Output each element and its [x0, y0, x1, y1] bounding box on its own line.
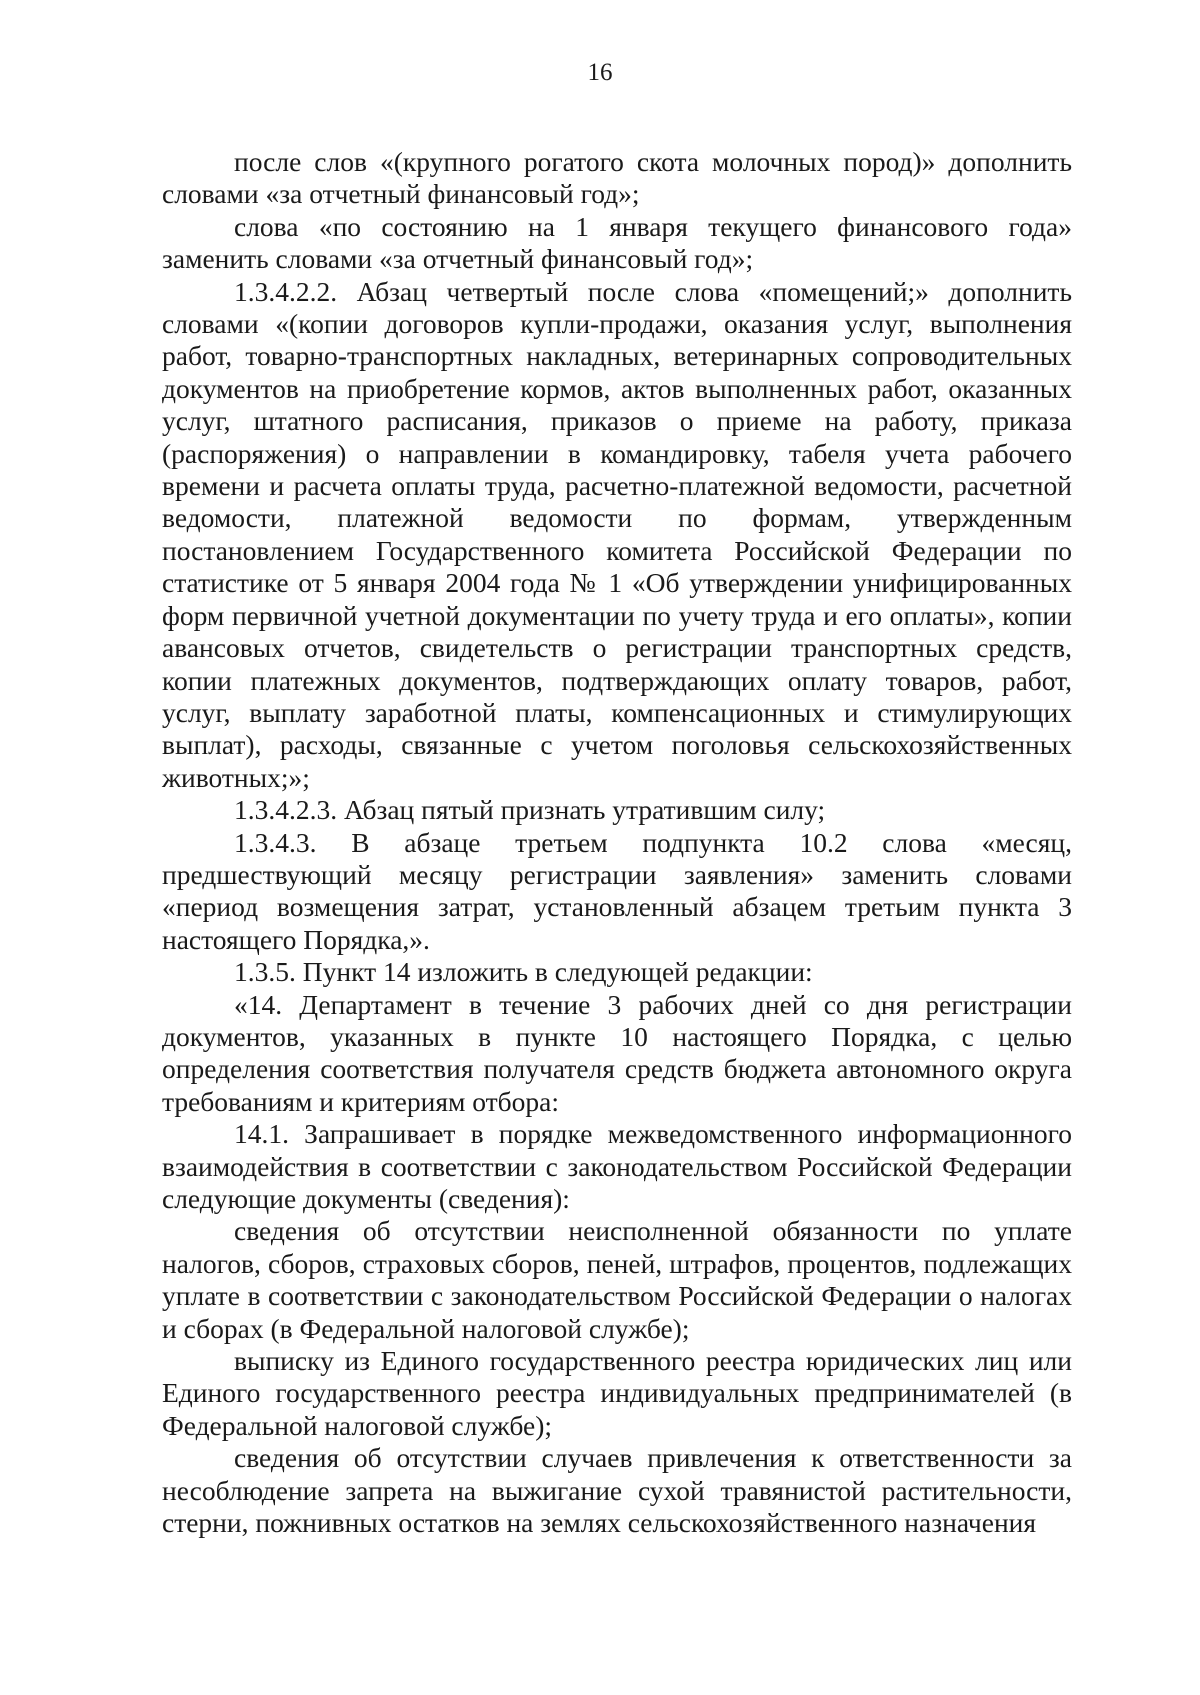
paragraph: сведения об отсутствии случаев привлечения к ответственности за несоблюдение запрета на выжигание сухой травянистой растительности, стерни, пожнивных остатков на землях сельскохозяйственного назначения: [162, 1442, 1072, 1539]
page-number: 16: [587, 59, 613, 86]
paragraph: 14.1. Запрашивает в порядке межведомственного информационного взаимодействия в соответствии с законодательством Российской Федерации следующие документы (сведения):: [162, 1118, 1072, 1214]
document-body: [162, 146, 1072, 1539]
paragraph: выписку из Единого государственного реестра юридических лиц или Единого государственного реестра индивидуальных предпринимателей (в Федеральной налоговой службе);: [162, 1345, 1072, 1441]
paragraph: 1.3.4.2.2. Абзац четвертый после слова «помещений;» дополнить словами «(копии договоров купли-продажи, оказания услуг, выполнения работ, товарно-транспортных накладных, ветеринарных сопроводительных документов на приобретение кормов, актов выполненных работ, оказанных услуг, штатного расписания, приказов о приеме на работу, приказа (распоряжения) о направлении в командировку, табеля учета рабочего времени и расчета оплаты труда, расчетно-платежной ведомости, расчетной ведомости, платежной ведомости по формам, утвержденным постановлением Государственного комитета Российской Федерации по статистике от 5 января 2004 года № 1 «Об утверждении унифицированных форм первичной учетной документации по учету труда и его оплаты», копии авансовых отчетов, свидетельств о регистрации транспортных средств, копии платежных документов, подтверждающих оплату товаров, работ, услуг, выплату заработной платы, компенсационных и стимулирующих выплат), расходы, связанные с учетом поголовья сельскохозяйственных животных;»;: [162, 275, 1072, 793]
paragraph: сведения об отсутствии неисполненной обязанности по уплате налогов, сборов, страховых сборов, пеней, штрафов, процентов, подлежащих уплате в соответствии с законодательством Российской Федерации о налогах и сборах (в Федеральной налоговой службе);: [162, 1215, 1072, 1344]
paragraph: после слов «(крупного рогатого скота молочных пород)» дополнить словами «за отчетный финансовый год»;: [162, 146, 1072, 210]
paragraph: слова «по состоянию на 1 января текущего финансового года» заменить словами «за отчетный финансовый год»;: [162, 210, 1072, 275]
paragraph: 1.3.5. Пункт 14 изложить в следующей редакции:: [234, 956, 813, 988]
paragraph: «14. Департамент в течение 3 рабочих дней со дня регистрации документов, указанных в пункте 10 настоящего Порядка, с целью определения соответствия получателя средств бюджета автономного округа требованиям и критериям отбора:: [162, 988, 1072, 1117]
paragraph: 1.3.4.2.3. Абзац пятый признать утратившим силу;: [234, 794, 826, 826]
paragraph: 1.3.4.3. В абзаце третьем подпункта 10.2 слова «месяц, предшествующий месяцу регистрации заявления» заменить словами «период возмещения затрат, установленный абзацем третьим пункта 3 настоящего Порядка,».: [162, 826, 1072, 955]
